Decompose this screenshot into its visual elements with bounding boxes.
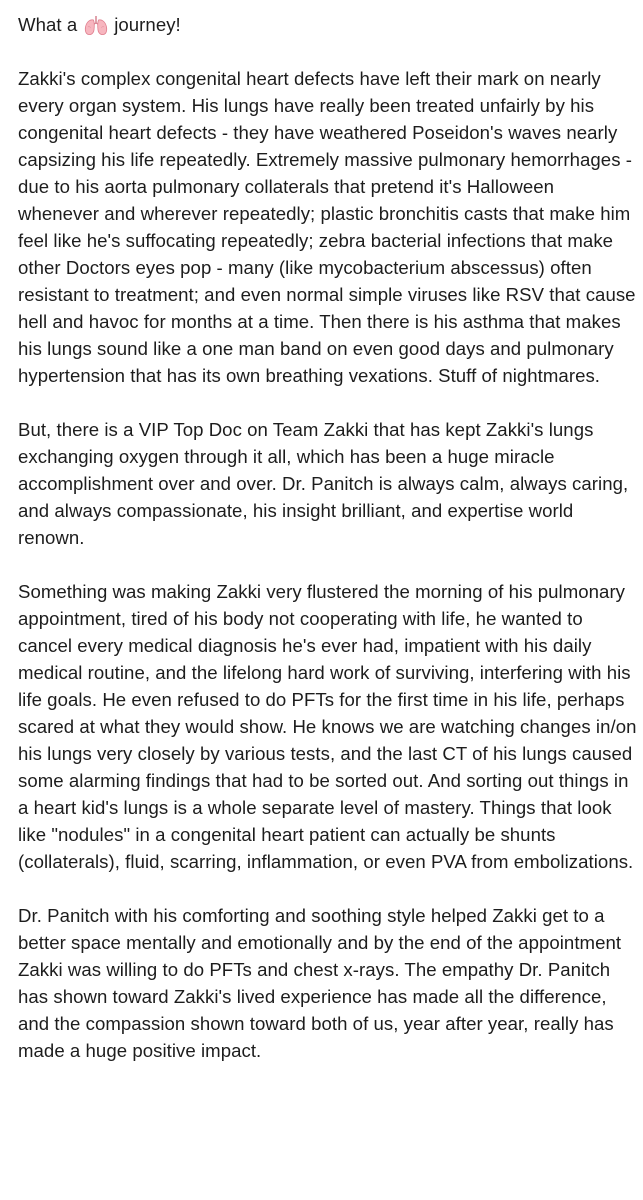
title-text-before: What a bbox=[18, 14, 78, 35]
lungs-icon bbox=[83, 14, 109, 36]
post-body bbox=[18, 11, 638, 1064]
post-title bbox=[18, 11, 638, 38]
paragraph-appointment: Something was making Zakki very flustered the morning of his pulmonary appointment, tired of his body not cooperating with life, he wanted to cancel every medical diagnosis he's ever had, impatient with his daily medical routine, and the lifelong hard work of surviving, interfering with his life goals. He even refused to do PFTs for the first time in his life, perhaps scared at what they would show. He knows we are watching changes in/on his lungs very closely by various tests, and the last CT of his lungs caused some alarming findings that had to be sorted out. And sorting out things in a heart kid's lungs is a whole separate level of mastery. Things that look like "nodules" in a congenital heart patient can actually be shunts (collaterals), fluid, scarring, inflammation, or even PVA from embolizations. bbox=[18, 581, 637, 872]
paragraph-lungs-history: Zakki's complex congenital heart defects have left their mark on nearly every organ system. His lungs have really been treated unfairly by his congenital heart defects - they have weathered Poseidon's waves nearly capsizing his life repeatedly. Extremely massive pulmonary hemorrhages - due to his aorta pulmonary collaterals that pretend it's Halloween whenever and wherever repeatedly; plastic bronchitis casts that make him feel like he's suffocating repeatedly; zebra bacterial infections that make other Doctors eyes pop - many (like mycobacterium abscessus) often resistant to treatment; and even normal simple viruses like RSV that cause hell and havoc for months at a time. Then there is his asthma that makes his lungs sound like a one man band on even good days and pulmonary hypertension that has its own breathing vexations. Stuff of nightmares. bbox=[18, 68, 636, 386]
title-text-after: journey! bbox=[114, 14, 181, 35]
paragraph-outcome: Dr. Panitch with his comforting and soothing style helped Zakki get to a better space mentally and emotionally and by the end of the appointment Zakki was willing to do PFTs and chest x-rays. The empathy Dr. Panitch has shown toward Zakki's lived experience has made all the difference, and the compassion shown toward both of us, year after year, really has made a huge positive impact. bbox=[18, 905, 622, 1061]
paragraph-dr-panitch: But, there is a VIP Top Doc on Team Zakki that has kept Zakki's lungs exchanging oxygen through it all, which has been a huge miracle accomplishment over and over. Dr. Panitch is always calm, always caring, and always compassionate, his insight brilliant, and expertise world renown. bbox=[18, 419, 629, 548]
